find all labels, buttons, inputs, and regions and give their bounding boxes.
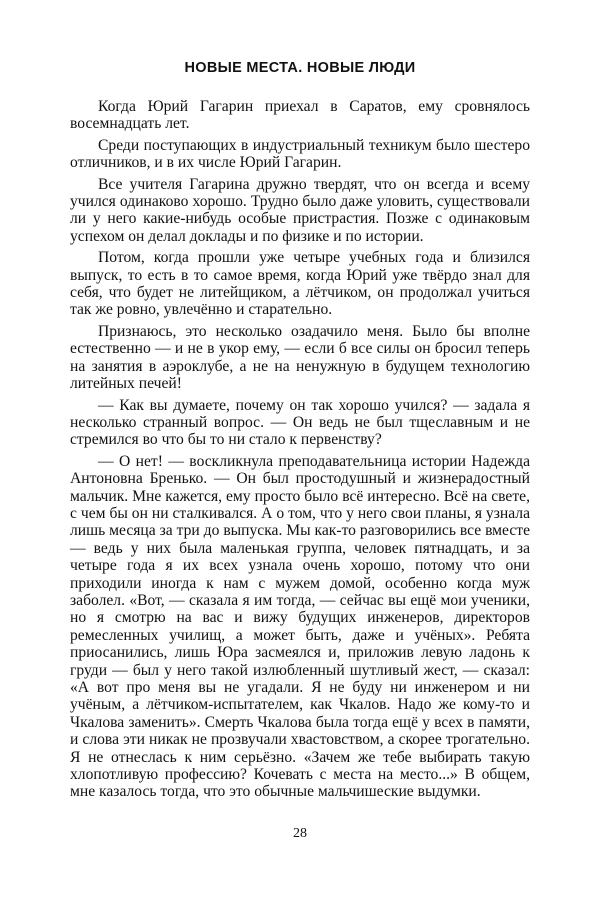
paragraph-6: — Как вы думаете, почему он так хорошо учился? — задала я несколько странный вопрос. — Он ведь не был тщеславным и не стремился во что бы то ни стало к первенству? [70, 396, 530, 449]
paragraph-7: — О нет! — воскликнула преподавательница истории Надежда Антоновна Бренько. — Он был простодушный и жизнерадостный мальчик. Мне кажется, ему просто было всё интересно. Всё на свете, с чем бы он ни сталкивался. А о том, что у него свои планы, я узнала лишь месяца за три до выпуска. Мы как-то разговорились все вместе — ведь у них была маленькая группа, человек пятнадцать, и за четыре года я их всех узнала очень хорошо, потому что они приходили иногда к нам с мужем домой, особенно когда муж заболел. «Вот, — сказала я им тогда, — сейчас вы ещё мои ученики, но я смотрю на вас и вижу будущих инженеров, директоров ремесленных училищ, а может быть, даже и учёных». Ребята приосанились, лишь Юра засмеялся и, приложив левую ладонь к груди — был у него такой излюбленный шутливый жест, — сказал: «А вот про меня вы не угадали. Я не буду ни инженером и ни учёным, а лётчиком-испытателем, как Чкалов. Надо же кому-то и Чкалова заменить». Смерть Чкалова была тогда ещё у всех в памяти, и слова эти никак не прозвучали хвастовством, а скорее трогательно. Я не отнеслась к ним серьёзно. «Зачем же тебе выбирать такую хлопотливую профессию? Кочевать с места на место...» В общем, мне казалось тогда, что это обычные мальчишеские выдумки. [70, 452, 530, 801]
page-number: 28 [293, 826, 307, 841]
paragraph-5: Признаюсь, это несколько озадачило меня. Было бы вполне естественно — и не в укор ему, — если б все силы он бросил теперь на занятия в аэроклубе, а не на ненужную в будущем технологию литейных печей! [70, 322, 530, 393]
page-body [70, 56, 530, 801]
paragraph-3: Все учителя Гагарина дружно твердят, что он всегда и всему учился одинаково хорошо. Трудно было даже уловить, существовали ли у него какие-нибудь особые пристрастия. Позже с одинаковым успехом он делал доклады и по физике и по истории. [70, 175, 530, 245]
paragraph-4: Потом, когда прошли уже четыре учебных года и близился выпуск, то есть в то самое время, когда Юрий уже твёрдо знал для себя, что будет не литейщиком, а лётчиком, он продолжал учиться так же ровно, увлечённо и старательно. [70, 249, 530, 319]
chapter-title: НОВЫЕ МЕСТА. НОВЫЕ ЛЮДИ [184, 60, 416, 76]
paragraph-2: Среди поступающих в индустриальный техникум было шестеро отличников, и в их числе Юрий Гагарин. [70, 136, 530, 172]
paragraph-1: Когда Юрий Гагарин приехал в Саратов, ему сровнялось восемнадцать лет. [70, 98, 530, 133]
